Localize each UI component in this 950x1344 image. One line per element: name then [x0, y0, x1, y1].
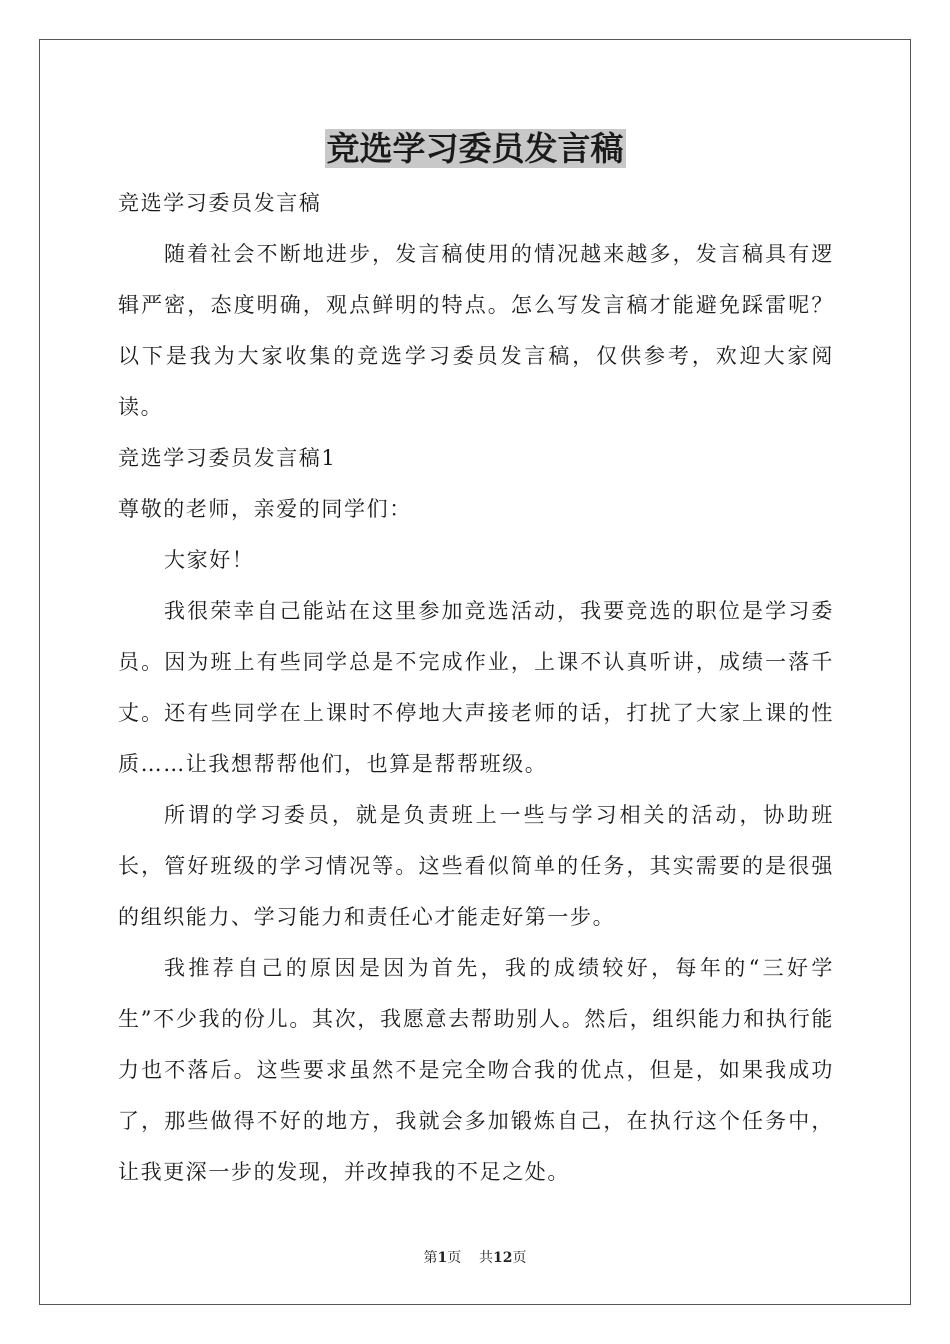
paragraph-greeting: 大家好！: [164, 548, 255, 572]
total-suffix: 页: [512, 1250, 527, 1266]
page-current: 1: [437, 1250, 448, 1266]
paragraph-body: 我推荐自己的原因是因为首先，我的成绩较好，每年的“三好学生”不少我的份儿。其次，我愿意去帮助别人。然后，组织能力和执行能力也不落后。这些要求虽然不是完全吻合我的优点，但是，如果我成功了，那些做得不好的地方，我就会多加锻炼自己，在执行这个任务中，让我更深一步的发现，并改掉我的不足之处。: [118, 956, 834, 1184]
page-suffix: 页: [447, 1250, 462, 1266]
page-prefix: 第: [423, 1250, 438, 1266]
page-total: 12: [493, 1250, 513, 1266]
paragraph-section-heading: 竞选学习委员发言稿1: [118, 446, 337, 470]
paragraph-body: 我很荣幸自己能站在这里参加竞选活动，我要竞选的职位是学习委员。因为班上有些同学总是不完成作业，上课不认真听讲，成绩一落千丈。还有些同学在上课时不停地大声接老师的话，打扰了大家上课的性质……让我想帮帮他们，也算是帮帮班级。: [118, 599, 834, 776]
paragraph-heading: 竞选学习委员发言稿: [118, 191, 322, 215]
document-title: [0, 126, 950, 172]
paragraph-salutation: 尊敬的老师，亲爱的同学们：: [118, 497, 412, 521]
document-title-text: 竞选学习委员发言稿: [326, 129, 624, 168]
document-body: [118, 178, 834, 1198]
paragraph-body: 所谓的学习委员，就是负责班上一些与学习相关的活动，协助班长，管好班级的学习情况等。这些看似简单的任务，其实需要的是很强的组织能力、学习能力和责任心才能走好第一步。: [118, 803, 834, 929]
page-footer: [0, 1247, 950, 1267]
paragraph-intro: 随着社会不断地进步，发言稿使用的情况越来越多，发言稿具有逻辑严密，态度明确，观点鲜明的特点。怎么写发言稿才能避免踩雷呢？以下是我为大家收集的竞选学习委员发言稿，仅供参考，欢迎大家阅读。: [118, 242, 834, 419]
total-prefix: 共: [479, 1250, 494, 1266]
